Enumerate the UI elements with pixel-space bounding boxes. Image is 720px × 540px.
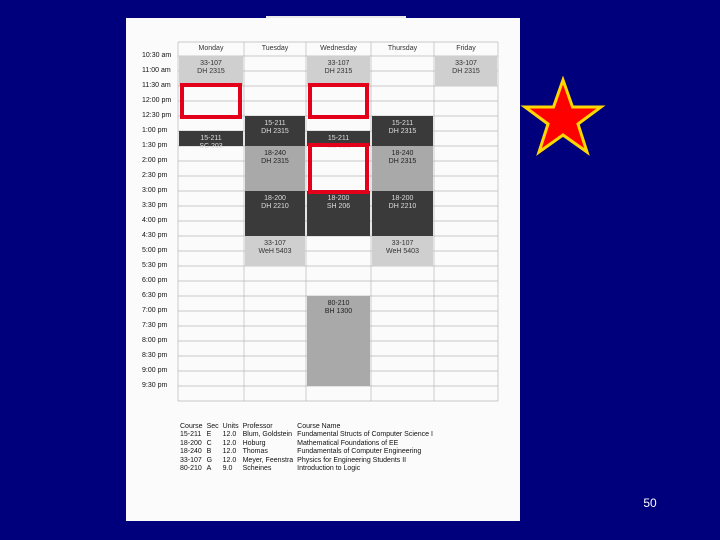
time-label: 6:30 pm xyxy=(142,292,168,299)
course-block xyxy=(179,56,243,86)
legend-cell: Fundamentals of Computer Engineering xyxy=(297,448,422,456)
course-room: DH 2210 xyxy=(388,203,417,210)
legend-header: Course Name xyxy=(297,423,341,430)
time-label: 11:30 am xyxy=(142,82,171,89)
course-room: SC 203 xyxy=(326,143,351,150)
time-label: 4:30 pm xyxy=(142,232,168,239)
legend-header: Units xyxy=(222,423,239,430)
course-code: 33-107 xyxy=(455,60,477,67)
day-header: Tuesday xyxy=(261,45,289,52)
time-label: 9:00 pm xyxy=(142,367,168,374)
legend-row xyxy=(180,457,437,465)
legend-cell: B xyxy=(206,448,212,456)
time-label: 1:00 pm xyxy=(142,127,168,134)
course-legend xyxy=(180,423,437,473)
legend-cell: Thomas xyxy=(242,448,268,456)
legend-cell: 80-210 xyxy=(180,465,202,473)
course-room: DH 2315 xyxy=(197,68,225,75)
course-block xyxy=(372,236,433,266)
course-room: SC 203 xyxy=(199,143,223,150)
day-header: Wednesday xyxy=(320,45,357,52)
course-room: DH 2315 xyxy=(388,158,417,165)
time-label: 2:30 pm xyxy=(142,172,168,179)
star-icon xyxy=(520,76,606,162)
time-label: 5:00 pm xyxy=(142,247,168,254)
legend-cell: Introduction to Logic xyxy=(297,465,361,473)
course-code: 18-200 xyxy=(391,195,414,202)
time-label: 2:00 pm xyxy=(142,157,168,164)
day-header: Friday xyxy=(456,45,476,52)
legend-row xyxy=(180,440,437,448)
schedule-sheet xyxy=(126,18,520,521)
course-code: 80-210 xyxy=(327,300,350,307)
time-label: 7:30 pm xyxy=(142,322,168,329)
legend-cell: Physics for Engineering Students II xyxy=(297,456,407,464)
legend-header: Professor xyxy=(242,423,273,430)
course-code: 15-211 xyxy=(200,135,222,142)
star-shape xyxy=(525,80,601,152)
legend-cell: 33-107 xyxy=(180,456,202,464)
legend-cell: Mathematical Foundations of EE xyxy=(297,439,399,447)
course-block xyxy=(245,146,305,191)
time-label: 3:30 pm xyxy=(142,202,168,209)
course-block xyxy=(307,191,370,236)
time-label: 7:00 pm xyxy=(142,307,168,314)
course-code: 33-107 xyxy=(327,60,350,67)
course-room: DH 2315 xyxy=(261,158,289,165)
course-block xyxy=(245,236,305,266)
course-code: 18-240 xyxy=(264,150,286,157)
legend-cell: G xyxy=(206,456,213,464)
course-room: DH 2315 xyxy=(324,68,353,75)
time-label: 6:00 pm xyxy=(142,277,168,284)
course-block xyxy=(307,56,370,86)
course-code: 33-107 xyxy=(200,60,222,67)
legend-cell: 12.0 xyxy=(222,439,237,447)
legend-header-row xyxy=(180,423,437,431)
legend-cell: 18-240 xyxy=(180,448,202,456)
legend-row xyxy=(180,448,437,456)
day-header: Thursday xyxy=(387,45,418,52)
legend-cell: Hoburg xyxy=(242,439,266,447)
highlight-box xyxy=(308,143,369,194)
highlight-box xyxy=(308,83,369,119)
course-room: WeH 5403 xyxy=(258,248,292,255)
time-label: 4:00 pm xyxy=(142,217,168,224)
legend-cell: 12.0 xyxy=(222,456,237,464)
course-block xyxy=(179,131,243,150)
course-room: SH 206 xyxy=(326,203,351,210)
legend-cell: Meyer, Feenstra xyxy=(242,456,294,464)
legend-row xyxy=(180,465,437,473)
legend-cell: E xyxy=(206,431,212,439)
course-room: WeH 5403 xyxy=(386,248,419,255)
time-label: 5:30 pm xyxy=(142,262,168,269)
legend-cell: 18-200 xyxy=(180,439,202,447)
course-code: 33-107 xyxy=(264,240,286,247)
legend-cell: C xyxy=(206,439,212,447)
time-label: 3:00 pm xyxy=(142,187,168,194)
course-block xyxy=(245,191,305,236)
legend-cell: 9.0 xyxy=(222,465,233,473)
legend-cell: Fundamental Structs of Computer Science I xyxy=(297,431,433,439)
course-block xyxy=(435,56,497,86)
legend-cell: 15-211 xyxy=(180,431,202,439)
time-label: 10:30 am xyxy=(142,52,172,59)
time-label: 12:30 pm xyxy=(142,112,172,119)
highlight-box xyxy=(180,83,242,119)
time-label: 1:30 pm xyxy=(142,142,168,149)
time-label: 9:30 pm xyxy=(142,382,168,389)
course-room: DH 2315 xyxy=(261,128,289,135)
course-code: 15-211 xyxy=(327,135,350,142)
course-room: BH 1300 xyxy=(324,308,353,315)
legend-cell: Scheines xyxy=(242,465,272,473)
course-block xyxy=(307,296,370,386)
course-code: 33-107 xyxy=(391,240,414,247)
course-code: 15-211 xyxy=(391,120,414,127)
course-block xyxy=(372,116,433,146)
course-room: DH 2315 xyxy=(388,128,417,135)
slide-number: 50 xyxy=(643,496,657,510)
course-block xyxy=(245,116,305,146)
day-header: Monday xyxy=(198,45,224,52)
course-room: DH 2315 xyxy=(452,68,480,75)
legend-header: Sec xyxy=(206,423,219,430)
course-code: 15-211 xyxy=(264,120,286,127)
legend-cell: 12.0 xyxy=(222,431,237,439)
time-label: 8:00 pm xyxy=(142,337,168,344)
course-code: 18-240 xyxy=(391,150,414,157)
legend-cell: A xyxy=(206,465,212,473)
legend-cell: 12.0 xyxy=(222,448,237,456)
legend-cell: Blum, Goldstein xyxy=(242,431,293,439)
course-code: 18-200 xyxy=(327,195,350,202)
legend-header: Course xyxy=(180,423,203,430)
course-code: 18-200 xyxy=(264,195,286,202)
time-label: 12:00 pm xyxy=(142,97,172,104)
course-block xyxy=(372,146,433,191)
legend-row xyxy=(180,431,437,439)
time-label: 8:30 pm xyxy=(142,352,168,359)
time-label: 11:00 am xyxy=(142,67,171,74)
course-block xyxy=(372,191,433,236)
course-room: DH 2210 xyxy=(261,203,289,210)
